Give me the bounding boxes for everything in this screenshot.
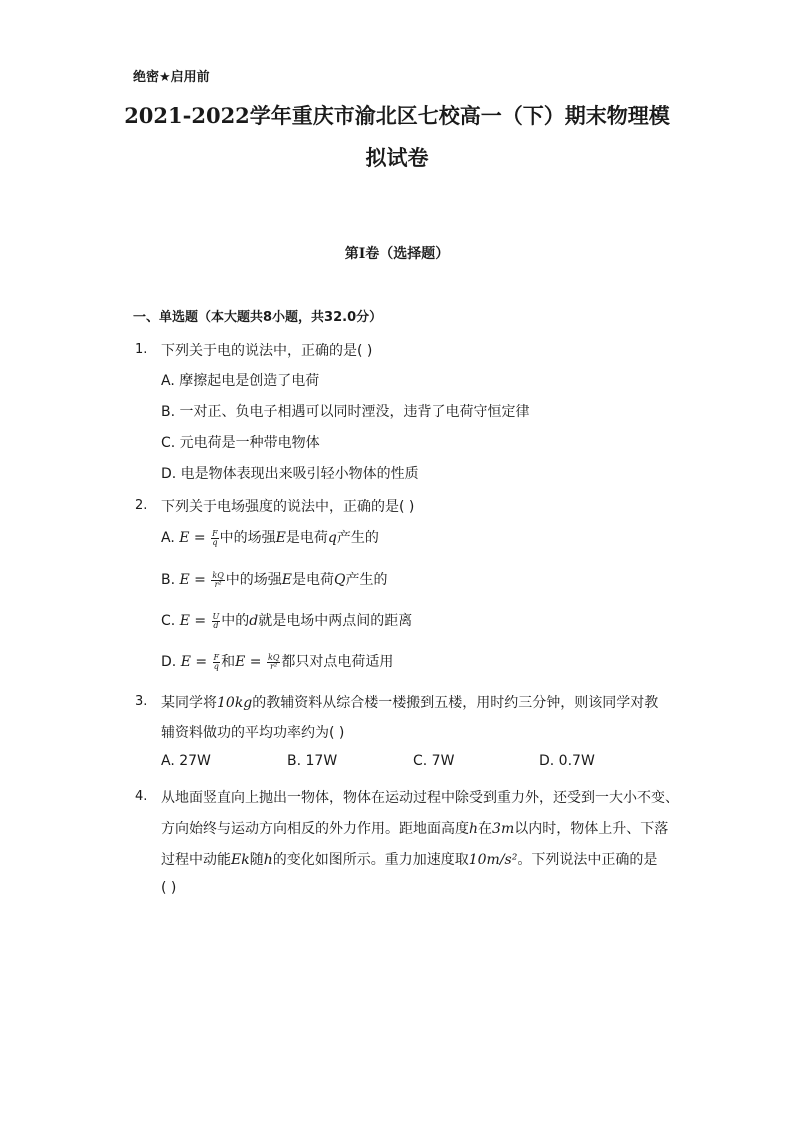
- option-c: C. 元电荷是一种带电物体: [161, 435, 320, 451]
- fraction: $\frac{F}{q}$: [212, 528, 218, 547]
- fraction: $\frac{kQ}{\text{r²}}$: [267, 652, 280, 671]
- question-text-line3: 过程中动能Ek随h的变化如图所示。重力加速度取10m/s²。下列说法中正确的是: [161, 852, 658, 868]
- confidential-label: 绝密★启用前: [133, 70, 210, 85]
- option-d: D. 0.7W: [539, 753, 595, 769]
- question-number: 3.: [135, 694, 148, 709]
- option-b: B. 17W: [287, 753, 338, 769]
- option-d: D. E = $\frac{F}{q}$ 和E = $\frac{kQ}{\text{r²}}$ 都只对点电荷适用: [161, 652, 394, 671]
- question-number: 1.: [135, 342, 148, 357]
- option-b: B. 一对正、负电子相遇可以同时湮没，违背了电荷守恒定律: [161, 404, 530, 420]
- question-text: 从地面竖直向上抛出一物体，物体在运动过程中除受到重力外，还受到一大小不变、: [161, 790, 679, 806]
- question-text-line4: ( ): [161, 880, 177, 896]
- option-b: B. E = $\frac{kQ}{\text{r²}}$ 中的场强E是电荷Q产生的: [161, 570, 388, 589]
- question-text-line2: 方向始终与运动方向相反的外力作用。距地面高度h在3m以内时，物体上升、下落: [161, 821, 669, 837]
- question-text: 下列关于电场强度的说法中，正确的是( ): [161, 499, 415, 515]
- question-number: 2.: [135, 498, 148, 513]
- option-c: C. 7W: [413, 753, 455, 769]
- fraction: $\frac{F}{q}$: [213, 652, 220, 671]
- option-a: A. 27W: [161, 753, 211, 769]
- question-text-line2: 辅资料做功的平均功率约为( ): [161, 725, 345, 741]
- fraction: $\frac{U}{d}$: [212, 611, 220, 630]
- exam-title-line1: 2021-2022学年重庆市渝北区七校高一（下）期末物理模: [124, 103, 670, 128]
- question-text: 某同学将10kg的教辅资料从综合楼一楼搬到五楼，用时约三分钟，则该同学对教: [161, 695, 659, 711]
- exam-title-line2: 拟试卷: [365, 145, 429, 170]
- option-d: D. 电是物体表现出来吸引轻小物体的性质: [161, 466, 419, 482]
- option-c: C. E = $\frac{U}{d}$ 中的d就是电场中两点间的距离: [161, 611, 413, 630]
- question-text: 下列关于电的说法中，正确的是( ): [161, 343, 373, 359]
- fraction: $\frac{kQ}{\text{r²}}$: [212, 570, 224, 589]
- option-a: A. 摩擦起电是创造了电荷: [161, 373, 320, 389]
- volume-heading: 第I卷（选择题）: [344, 246, 450, 262]
- option-a: A. E = $\frac{F}{q}$ 中的场强E是电荷q产生的: [161, 528, 379, 547]
- section-heading: 一、单选题（本大题共8小题，共32.0分）: [133, 310, 383, 325]
- question-number: 4.: [135, 789, 148, 804]
